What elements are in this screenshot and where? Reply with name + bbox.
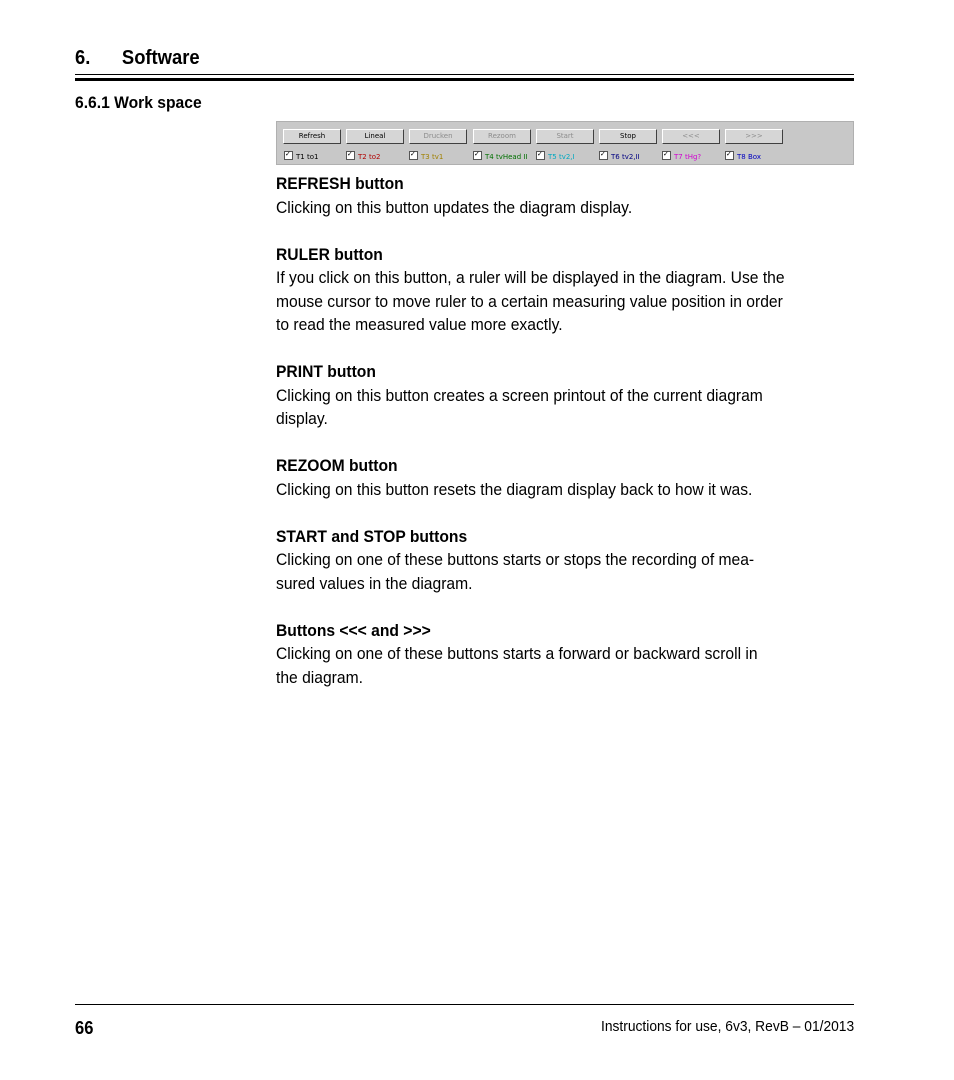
channel-checkbox-7[interactable]: [725, 151, 761, 161]
section-spacer: [276, 501, 856, 525]
checkbox-icon[interactable]: [473, 151, 482, 160]
toolbar-button-4[interactable]: Start: [536, 129, 594, 144]
section-title: START and STOP buttons: [276, 526, 468, 546]
checkbox-icon[interactable]: [599, 151, 608, 160]
section-block: [276, 525, 856, 596]
channel-label: T8 Box: [737, 153, 761, 161]
section-block: [276, 454, 856, 501]
section-text: Clicking on this button resets the diagram display back to how it was.: [276, 479, 753, 499]
header-rule-thin: [75, 74, 854, 75]
channel-checkbox-4[interactable]: [536, 151, 575, 161]
checkbox-icon[interactable]: [346, 151, 355, 160]
chapter-number: 6.: [75, 47, 91, 69]
chapter-name: Software: [121, 47, 200, 69]
page-number: 66: [75, 1018, 94, 1038]
section-block: [276, 243, 856, 337]
chapter-header: [75, 44, 854, 72]
subsection-title: 6.6.1 Work space: [75, 93, 202, 112]
section-title: REFRESH button: [276, 174, 404, 193]
checkbox-icon[interactable]: [662, 151, 671, 160]
header-rule-thick: [75, 78, 854, 81]
toolbar-button-0[interactable]: Refresh: [283, 129, 341, 144]
footer-rule: [75, 1004, 854, 1005]
section-title: REZOOM button: [276, 456, 398, 475]
channel-label: T2 to2: [358, 153, 381, 161]
section-text: Clicking on this button creates a screen printout of the current diagram display.: [276, 385, 763, 428]
section-title: PRINT button: [276, 362, 376, 381]
content-body: [276, 172, 856, 689]
toolbar-button-7[interactable]: >>>: [725, 129, 783, 144]
section-spacer: [276, 337, 856, 361]
channel-checkbox-1[interactable]: [346, 151, 380, 161]
toolbar-screenshot: [276, 121, 854, 165]
channel-label: T6 tv2,II: [611, 153, 640, 161]
checkbox-icon[interactable]: [284, 151, 293, 160]
channel-label: T4 tvHead II: [485, 153, 528, 161]
section-text: Clicking on one of these buttons starts or stops the recording of mea- sured values in the diagram.: [276, 550, 755, 593]
channel-label: T7 tHg?: [674, 153, 702, 161]
section-title: RULER button: [276, 244, 383, 264]
checkbox-icon[interactable]: [409, 151, 418, 160]
section-spacer: [276, 595, 856, 619]
toolbar-button-5[interactable]: Stop: [599, 129, 657, 144]
toolbar-button-3[interactable]: Rezoom: [473, 129, 531, 144]
toolbar-button-2[interactable]: Drucken: [409, 129, 467, 144]
section-text: Clicking on this button updates the diagram display.: [276, 197, 633, 217]
channel-checkbox-0[interactable]: [284, 151, 318, 161]
section-block: [276, 172, 856, 219]
toolbar-button-6[interactable]: <<<: [662, 129, 720, 144]
toolbar-button-1[interactable]: Lineal: [346, 129, 404, 144]
footer-document-info: Instructions for use, 6v3, RevB – 01/2013: [600, 1018, 854, 1035]
channel-label: T1 to1: [296, 153, 319, 161]
channel-checkbox-6[interactable]: [662, 151, 701, 161]
section-text: Clicking on one of these buttons starts a forward or backward scroll in the diagram.: [276, 644, 758, 687]
section-spacer: [276, 219, 856, 243]
section-block: [276, 619, 856, 690]
chapter-title: [75, 44, 792, 72]
checkbox-icon[interactable]: [536, 151, 545, 160]
checkbox-icon[interactable]: [725, 151, 734, 160]
channel-checkbox-3[interactable]: [473, 151, 528, 161]
channel-checkbox-5[interactable]: [599, 151, 640, 161]
section-spacer: [276, 431, 856, 455]
channel-label: T3 tv1: [421, 153, 444, 161]
section-text: If you click on this button, a ruler will be displayed in the diagram. Use the mouse cursor to move ruler to a certain measuring value position in order to read the measured value more exactly.: [276, 268, 785, 334]
section-title: Buttons <<< and >>>: [276, 620, 431, 640]
channel-checkbox-2[interactable]: [409, 151, 443, 161]
channel-label: T5 tv2,I: [548, 153, 575, 161]
section-block: [276, 360, 856, 431]
